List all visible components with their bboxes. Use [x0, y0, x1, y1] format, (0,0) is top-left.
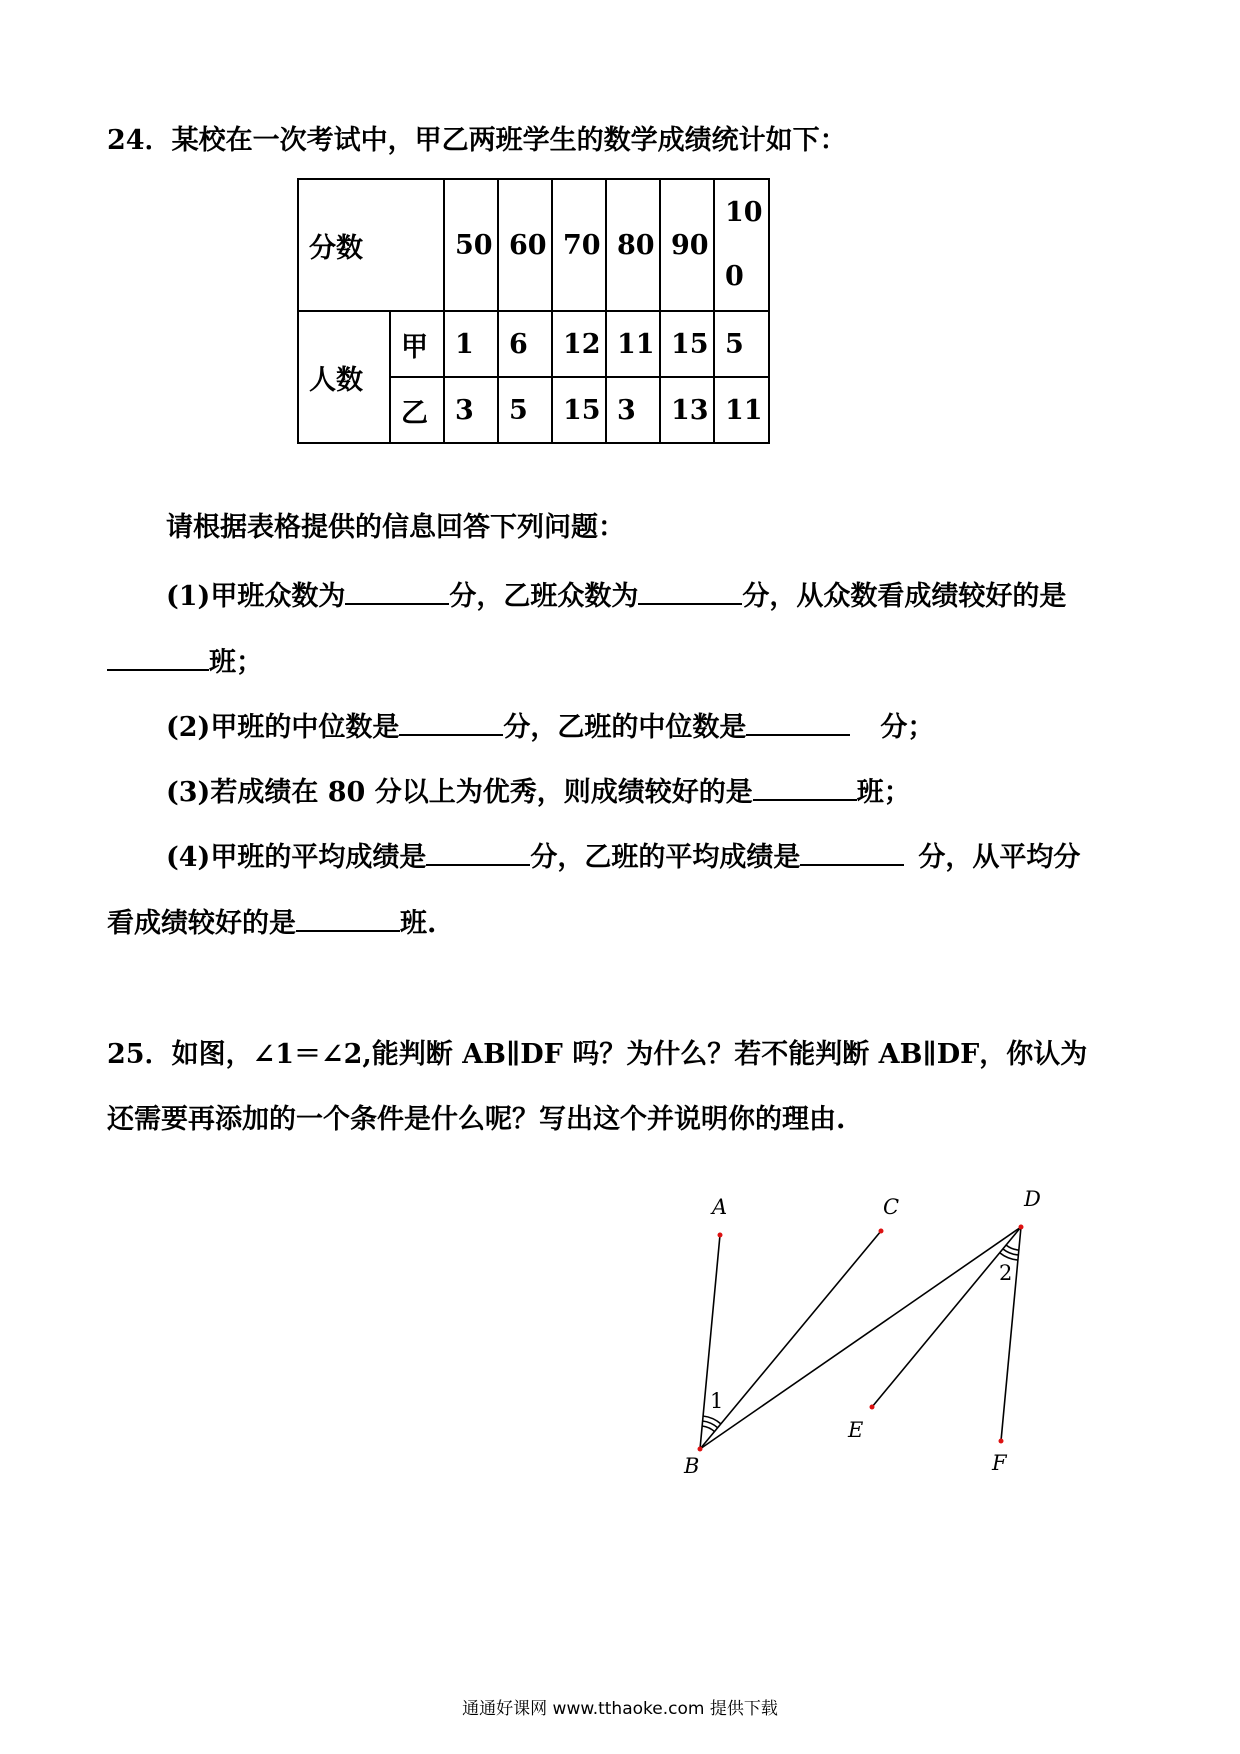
q25-line2: 还需要再添加的一个条件是什么呢？写出这个并说明你的理由. [107, 1104, 846, 1135]
answer-blank[interactable] [399, 708, 503, 736]
answer-blank[interactable] [753, 773, 857, 801]
segment-de [872, 1227, 1021, 1407]
score-100-top: 10 [725, 197, 763, 228]
score-cell: 90 [660, 179, 714, 311]
count-label-cell: 人数 [298, 311, 390, 443]
count-cell: 11 [606, 311, 660, 377]
label-d: D [1024, 1187, 1041, 1211]
count-cell: 3 [606, 377, 660, 443]
text: 分，从平均分 [918, 842, 1081, 873]
score-cell-100 [714, 179, 769, 311]
segment-bd [700, 1227, 1021, 1449]
score-table [297, 178, 770, 444]
point-a [718, 1233, 723, 1238]
geometry-figure [660, 1180, 1080, 1480]
score-cell: 80 [606, 179, 660, 311]
count-cell: 13 [660, 377, 714, 443]
answer-blank[interactable] [426, 838, 530, 866]
label-b: B [684, 1454, 700, 1478]
count-cell: 15 [660, 311, 714, 377]
q24-stem: 24．某校在一次考试中，甲乙两班学生的数学成绩统计如下： [107, 125, 847, 156]
text: 班； [856, 777, 911, 808]
angle1-arc [703, 1416, 721, 1424]
q24-part4 [166, 838, 1080, 875]
text: (4)甲班的平均成绩是 [166, 842, 427, 873]
point-d [1019, 1225, 1024, 1230]
text: 班； [209, 647, 263, 678]
count-cell: 12 [552, 311, 606, 377]
angle2-label: 2 [999, 1261, 1013, 1285]
answer-blank[interactable] [107, 643, 209, 671]
answer-blank[interactable] [800, 838, 904, 866]
q24-part2 [166, 708, 934, 745]
point-e [870, 1405, 875, 1410]
q24-instruction: 请根据表格提供的信息回答下列问题： [166, 512, 625, 543]
answer-blank[interactable] [296, 904, 400, 932]
q24-part1-cont [107, 643, 263, 680]
label-a: A [712, 1195, 728, 1219]
score-100-bottom: 0 [725, 261, 744, 292]
q25-line1: 25．如图，∠1＝∠2,能判断 AB∥DF 吗？为什么？若不能判断 AB∥DF，你认为 [107, 1039, 1088, 1070]
text: (2)甲班的中位数是 [166, 712, 400, 743]
label-f: F [992, 1451, 1007, 1475]
angle2-arc [1006, 1245, 1019, 1250]
answer-blank[interactable] [345, 577, 449, 605]
point-b [698, 1447, 703, 1452]
count-cell: 3 [444, 377, 498, 443]
count-cell: 6 [498, 311, 552, 377]
count-cell: 1 [444, 311, 498, 377]
score-label-cell: 分数 [298, 179, 444, 311]
q24-part3 [166, 773, 911, 810]
table-row [298, 179, 769, 311]
score-cell: 50 [444, 179, 498, 311]
q24-part4-cont [107, 904, 436, 941]
class-cell: 甲 [390, 311, 444, 377]
count-cell: 15 [552, 377, 606, 443]
text: (3)若成绩在 80 分以上为优秀，则成绩较好的是 [166, 777, 753, 808]
answer-blank[interactable] [638, 577, 742, 605]
text: 分； [880, 712, 935, 743]
text: 分，从众数看成绩较好的是 [742, 581, 1067, 612]
text: 班. [400, 908, 437, 939]
segment-bc [700, 1231, 881, 1449]
label-e: E [848, 1418, 864, 1442]
label-c: C [883, 1195, 900, 1219]
score-cell: 60 [498, 179, 552, 311]
text: 看成绩较好的是 [107, 908, 296, 939]
footer: 通通好课网 www.tthaoke.com 提供下载 [462, 1699, 778, 1719]
score-cell: 70 [552, 179, 606, 311]
point-f [999, 1439, 1004, 1444]
angle1-arc [702, 1426, 715, 1432]
text: 分，乙班的中位数是 [503, 712, 747, 743]
angle1-label: 1 [710, 1389, 724, 1413]
count-cell: 5 [714, 311, 769, 377]
table-row [298, 311, 769, 377]
count-cell: 11 [714, 377, 769, 443]
point-c [879, 1229, 884, 1234]
text: (1)甲班众数为 [166, 581, 346, 612]
text: 分，乙班的平均成绩是 [530, 842, 801, 873]
answer-blank[interactable] [746, 708, 850, 736]
class-cell: 乙 [390, 377, 444, 443]
count-cell: 5 [498, 377, 552, 443]
q24-part1 [166, 577, 1066, 614]
text: 分，乙班众数为 [449, 581, 639, 612]
